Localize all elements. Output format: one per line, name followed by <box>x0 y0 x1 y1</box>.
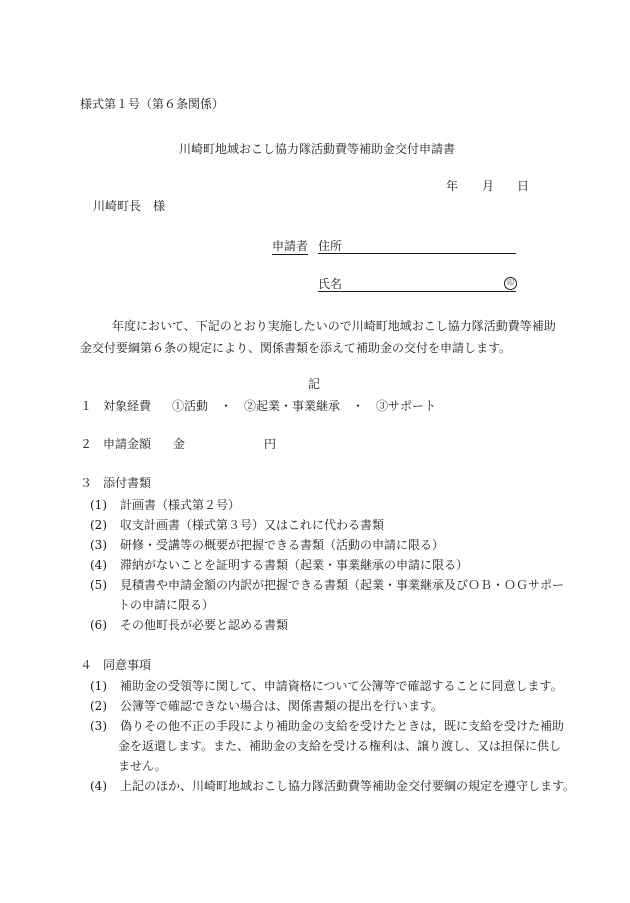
section1-label: 対象経費 <box>103 399 152 413</box>
section4-item-continuation: 金を返還します。また、補助金の支給を受ける権利は、譲り渡し、又は担保に供し <box>118 739 562 753</box>
section3-item-num: (5) <box>90 578 107 592</box>
document-title: 川崎町地域おこし協力隊活動費等補助金交付申請書 <box>179 142 456 156</box>
applicant-heading: 申請者 <box>272 239 309 253</box>
section3-item-num: (2) <box>90 518 107 532</box>
form-number: 様式第１号（第６条関係） <box>80 97 225 111</box>
section4-item-continuation: ません。 <box>118 759 167 773</box>
section3-item-num: (4) <box>90 558 107 572</box>
section4-item-text: 補助金の受領等に関して、申請資格について公簿等で確認することに同意します。 <box>120 679 563 693</box>
name-underline <box>318 291 516 292</box>
section2-yen: 円 <box>264 437 277 451</box>
section3-item-continuation: トの申請に限る） <box>118 598 215 612</box>
addressee: 川崎町長 様 <box>93 199 166 213</box>
section3-item-text: 計画書（様式第２号） <box>120 498 241 512</box>
section4-item-num: (4) <box>90 779 107 793</box>
section4-item-num: (3) <box>90 719 107 733</box>
section1-options: ①活動 ・ ②起業・事業継承 ・ ③サポート <box>172 399 437 413</box>
body-line-1: 年度において、下記のとおり実施したいので川崎町地域おこし協力隊活動費等補助 <box>112 319 556 333</box>
section3-item-num: (6) <box>90 618 107 632</box>
section4-item-num: (1) <box>90 679 107 693</box>
section4-label: 同意事項 <box>103 658 152 672</box>
section4-item-text: 上記のほか、川崎町地域おこし協力隊活動費等補助金交付要綱の規定を遵守します。 <box>120 779 576 793</box>
section3-item-text: 滞納がないことを証明する書類（起業・事業継承の申請に限る） <box>120 558 469 572</box>
section3-number: ３ <box>80 476 93 490</box>
section3-label: 添付書類 <box>103 476 152 490</box>
section2-label: 申請金額 <box>103 437 152 451</box>
date-month: 月 <box>482 179 495 193</box>
date-day: 日 <box>517 179 530 193</box>
section3-item-text: 研修・受講等の概要が把握できる書類（活動の申請に限る） <box>120 538 445 552</box>
address-label: 住所 <box>318 239 343 253</box>
section4-item-text: 偽りその他不正の手段により補助金の支給を受けたときは，既に支給を受けた補助 <box>120 719 565 733</box>
section2-gold: 金 <box>173 437 186 451</box>
section3-item-num: (3) <box>90 538 107 552</box>
section3-item-text: 見積書や申請金額の内訳が把握できる書類（起業・事業継承及びＯＢ・ＯＧサポー <box>120 578 565 592</box>
address-underline <box>318 253 516 254</box>
name-label: 氏名 <box>318 277 343 291</box>
section4-item-text: 公簿等で確認できない場合は、関係書類の提出を行います。 <box>120 699 444 713</box>
date-year: 年 <box>446 179 459 193</box>
body-line-2: 金交付要綱第６条の規定により、関係書類を添えて補助金の交付を申請します。 <box>80 341 512 355</box>
section4-number: ４ <box>80 658 93 672</box>
ki-heading: 記 <box>308 377 321 391</box>
section3-item-text: 収支計画書（様式第３号）又はこれに代わる書類 <box>120 518 385 532</box>
section4-item-num: (2) <box>90 699 107 713</box>
section3-item-num: (1) <box>90 498 107 512</box>
section1-number: １ <box>80 399 93 413</box>
section3-item-text: その他町長が必要と認める書類 <box>120 618 289 632</box>
section2-number: ２ <box>80 437 93 451</box>
seal-mark: 印 <box>504 277 517 290</box>
